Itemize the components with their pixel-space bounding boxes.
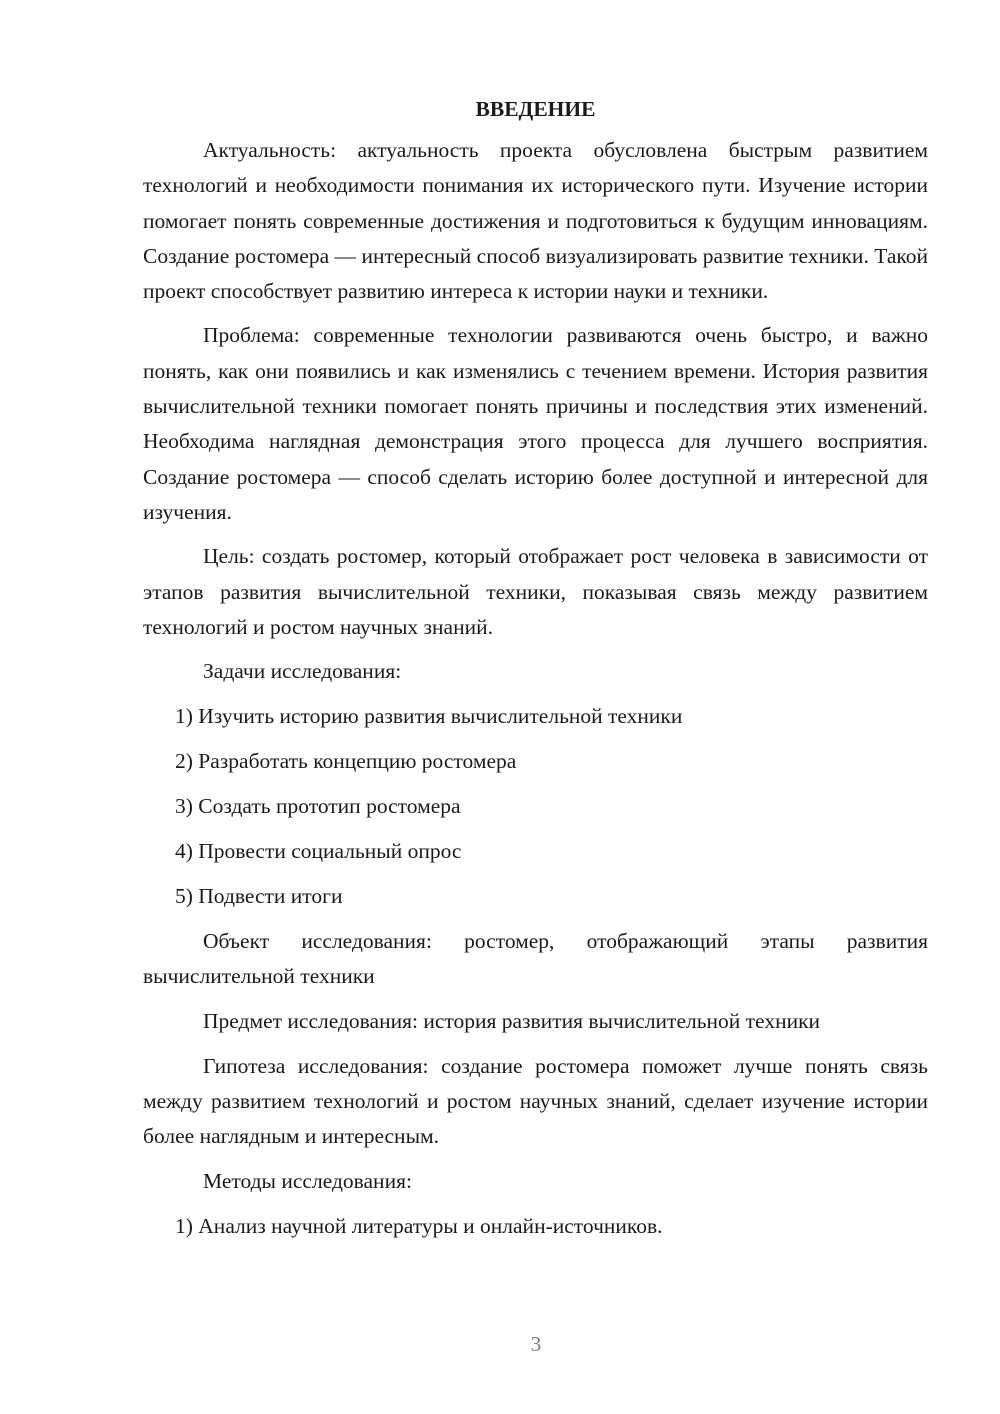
methods-heading: Методы исследования: <box>203 1168 412 1193</box>
method-item: 1) Анализ научной литературы и онлайн-источников. <box>175 1213 663 1238</box>
goal-paragraph: Цель: создать ростомер, который отображает рост человека в зависимости от этапов развития вычислительной техники, показывая связь между развитием технологий и ростом научных знаний. <box>143 544 928 639</box>
section-title: ВВЕДЕНИЕ <box>475 97 596 121</box>
subject-paragraph: Предмет исследования: история развития вычислительной техники <box>203 1008 821 1033</box>
task-item: 3) Создать прототип ростомера <box>175 794 461 819</box>
object-paragraph: Объект исследования: ростомер, отображающий этапы развития вычислительной техники <box>143 929 928 989</box>
tasks-heading: Задачи исследования: <box>203 659 402 684</box>
task-item: 5) Подвести итоги <box>175 884 343 909</box>
page-content <box>143 92 928 1254</box>
page-number: 3 <box>530 1332 542 1356</box>
task-item: 2) Разработать концепцию ростомера <box>175 749 517 774</box>
task-item: 1) Изучить историю развития вычислительной техники <box>175 704 683 729</box>
task-item: 4) Провести социальный опрос <box>175 839 462 864</box>
hypothesis-paragraph: Гипотеза исследования: создание ростомера поможет лучше понять связь между развитием технологий и ростом научных знаний, сделает изучение истории более наглядным и интересным. <box>143 1053 928 1149</box>
relevance-paragraph: Актуальность: актуальность проекта обусловлена быстрым развитием технологий и необходимости понимания их исторического пути. Изучение истории помогает понять современные достижения и подготовиться к будущим инновациям. Создание ростомера — интересный способ визуализировать развитие техники. Такой проект способствует развитию интереса к истории науки и техники. <box>143 138 928 304</box>
problem-paragraph: Проблема: современные технологии развиваются очень быстро, и важно понять, как они появились и как изменялись с течением времени. История развития вычислительной техники помогает понять причины и последствия этих изменений. Необходима наглядная демонстрация этого процесса для лучшего восприятия. Создание ростомера — способ сделать историю более доступной и интересной для изучения. <box>143 323 928 524</box>
